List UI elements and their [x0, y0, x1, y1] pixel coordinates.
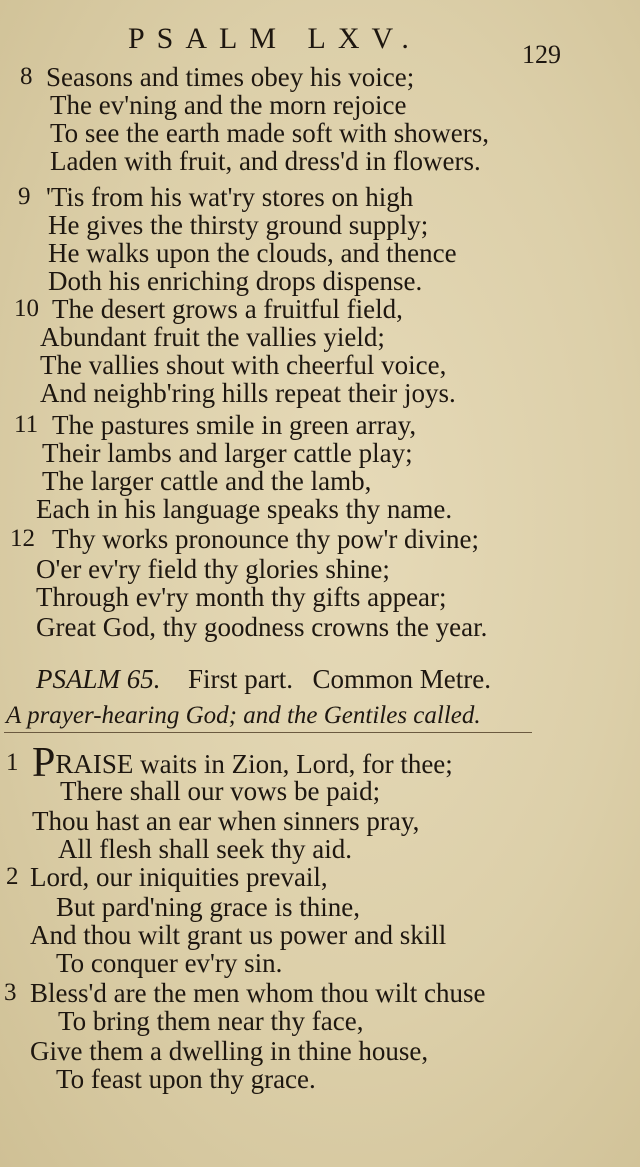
verse-line: But pard'ning grace is thine,	[56, 892, 361, 922]
verse-line: To see the earth made soft with showers,	[50, 118, 489, 148]
verse-line: Give them a dwelling in thine house,	[30, 1036, 429, 1066]
subtitle-text: A prayer-hearing God; and the Gentiles called.	[6, 702, 481, 729]
verse-number: 11	[14, 411, 39, 438]
verse-line: He walks upon the clouds, and thence	[48, 238, 457, 268]
verse-line: Their lambs and larger cattle play;	[42, 438, 413, 468]
psalm-metre: Common Metre.	[312, 664, 491, 694]
divider	[4, 732, 532, 733]
drop-cap: P	[32, 740, 56, 786]
verse-line: The ev'ning and the morn rejoice	[50, 90, 407, 120]
verse-line: To bring them near thy face,	[58, 1006, 364, 1036]
verse-line: Seasons and times obey his voice;	[46, 62, 415, 92]
verse-line: Thou hast an ear when sinners pray,	[32, 806, 420, 836]
verse-number: 2	[6, 863, 19, 890]
verse-line: And neighb'ring hills repeat their joys.	[40, 378, 456, 408]
verse-line: He gives the thirsty ground supply;	[48, 210, 429, 240]
psalm-label: PSALM 65.	[36, 664, 161, 694]
verse-line: And thou wilt grant us power and skill	[30, 920, 447, 950]
verse-number: 1	[6, 749, 19, 776]
verse-line: Great God, thy goodness crowns the year.	[36, 612, 488, 642]
verse-line: Lord, our iniquities prevail,	[30, 862, 328, 892]
psalm-heading	[36, 664, 491, 695]
verse-line: The vallies shout with cheerful voice,	[40, 350, 447, 380]
verse-line: Abundant fruit the vallies yield;	[40, 322, 385, 352]
verse-line: All flesh shall seek thy aid.	[58, 834, 352, 864]
verse-line: There shall our vows be paid;	[60, 776, 381, 806]
verse-line: The pastures smile in green array,	[52, 410, 417, 440]
page-number: 129	[522, 40, 561, 69]
verse-number: 12	[10, 525, 35, 552]
verse-number: 10	[14, 295, 39, 322]
verse-line: O'er ev'ry field thy glories shine;	[36, 554, 390, 584]
verse-line: To feast upon thy grace.	[56, 1064, 316, 1094]
verse-line: Thy works pronounce thy pow'r divine;	[52, 524, 480, 554]
verse-number: 8	[20, 63, 33, 90]
verse-line: 'Tis from his wat'ry stores on high	[46, 182, 414, 212]
running-title: PSALM LXV.	[128, 22, 421, 55]
verse-line: Laden with fruit, and dress'd in flowers.	[50, 146, 481, 176]
verse-line: Bless'd are the men whom thou wilt chuse	[30, 978, 486, 1008]
verse-line: The larger cattle and the lamb,	[42, 466, 372, 496]
verse-line: Doth his enriching drops dispense.	[48, 266, 423, 296]
first-line-rest: RAISE waits in Zion, Lord, for thee;	[55, 749, 453, 779]
verse-line-first	[32, 740, 453, 786]
psalm-part: First part.	[188, 664, 293, 694]
verse-number: 9	[18, 183, 31, 210]
verse-line: The desert grows a fruitful field,	[52, 294, 403, 324]
verse-number: 3	[4, 979, 17, 1006]
verse-line: Each in his language speaks thy name.	[36, 494, 453, 524]
verse-line: To conquer ev'ry sin.	[56, 948, 283, 978]
verse-line: Through ev'ry month thy gifts appear;	[36, 582, 447, 612]
